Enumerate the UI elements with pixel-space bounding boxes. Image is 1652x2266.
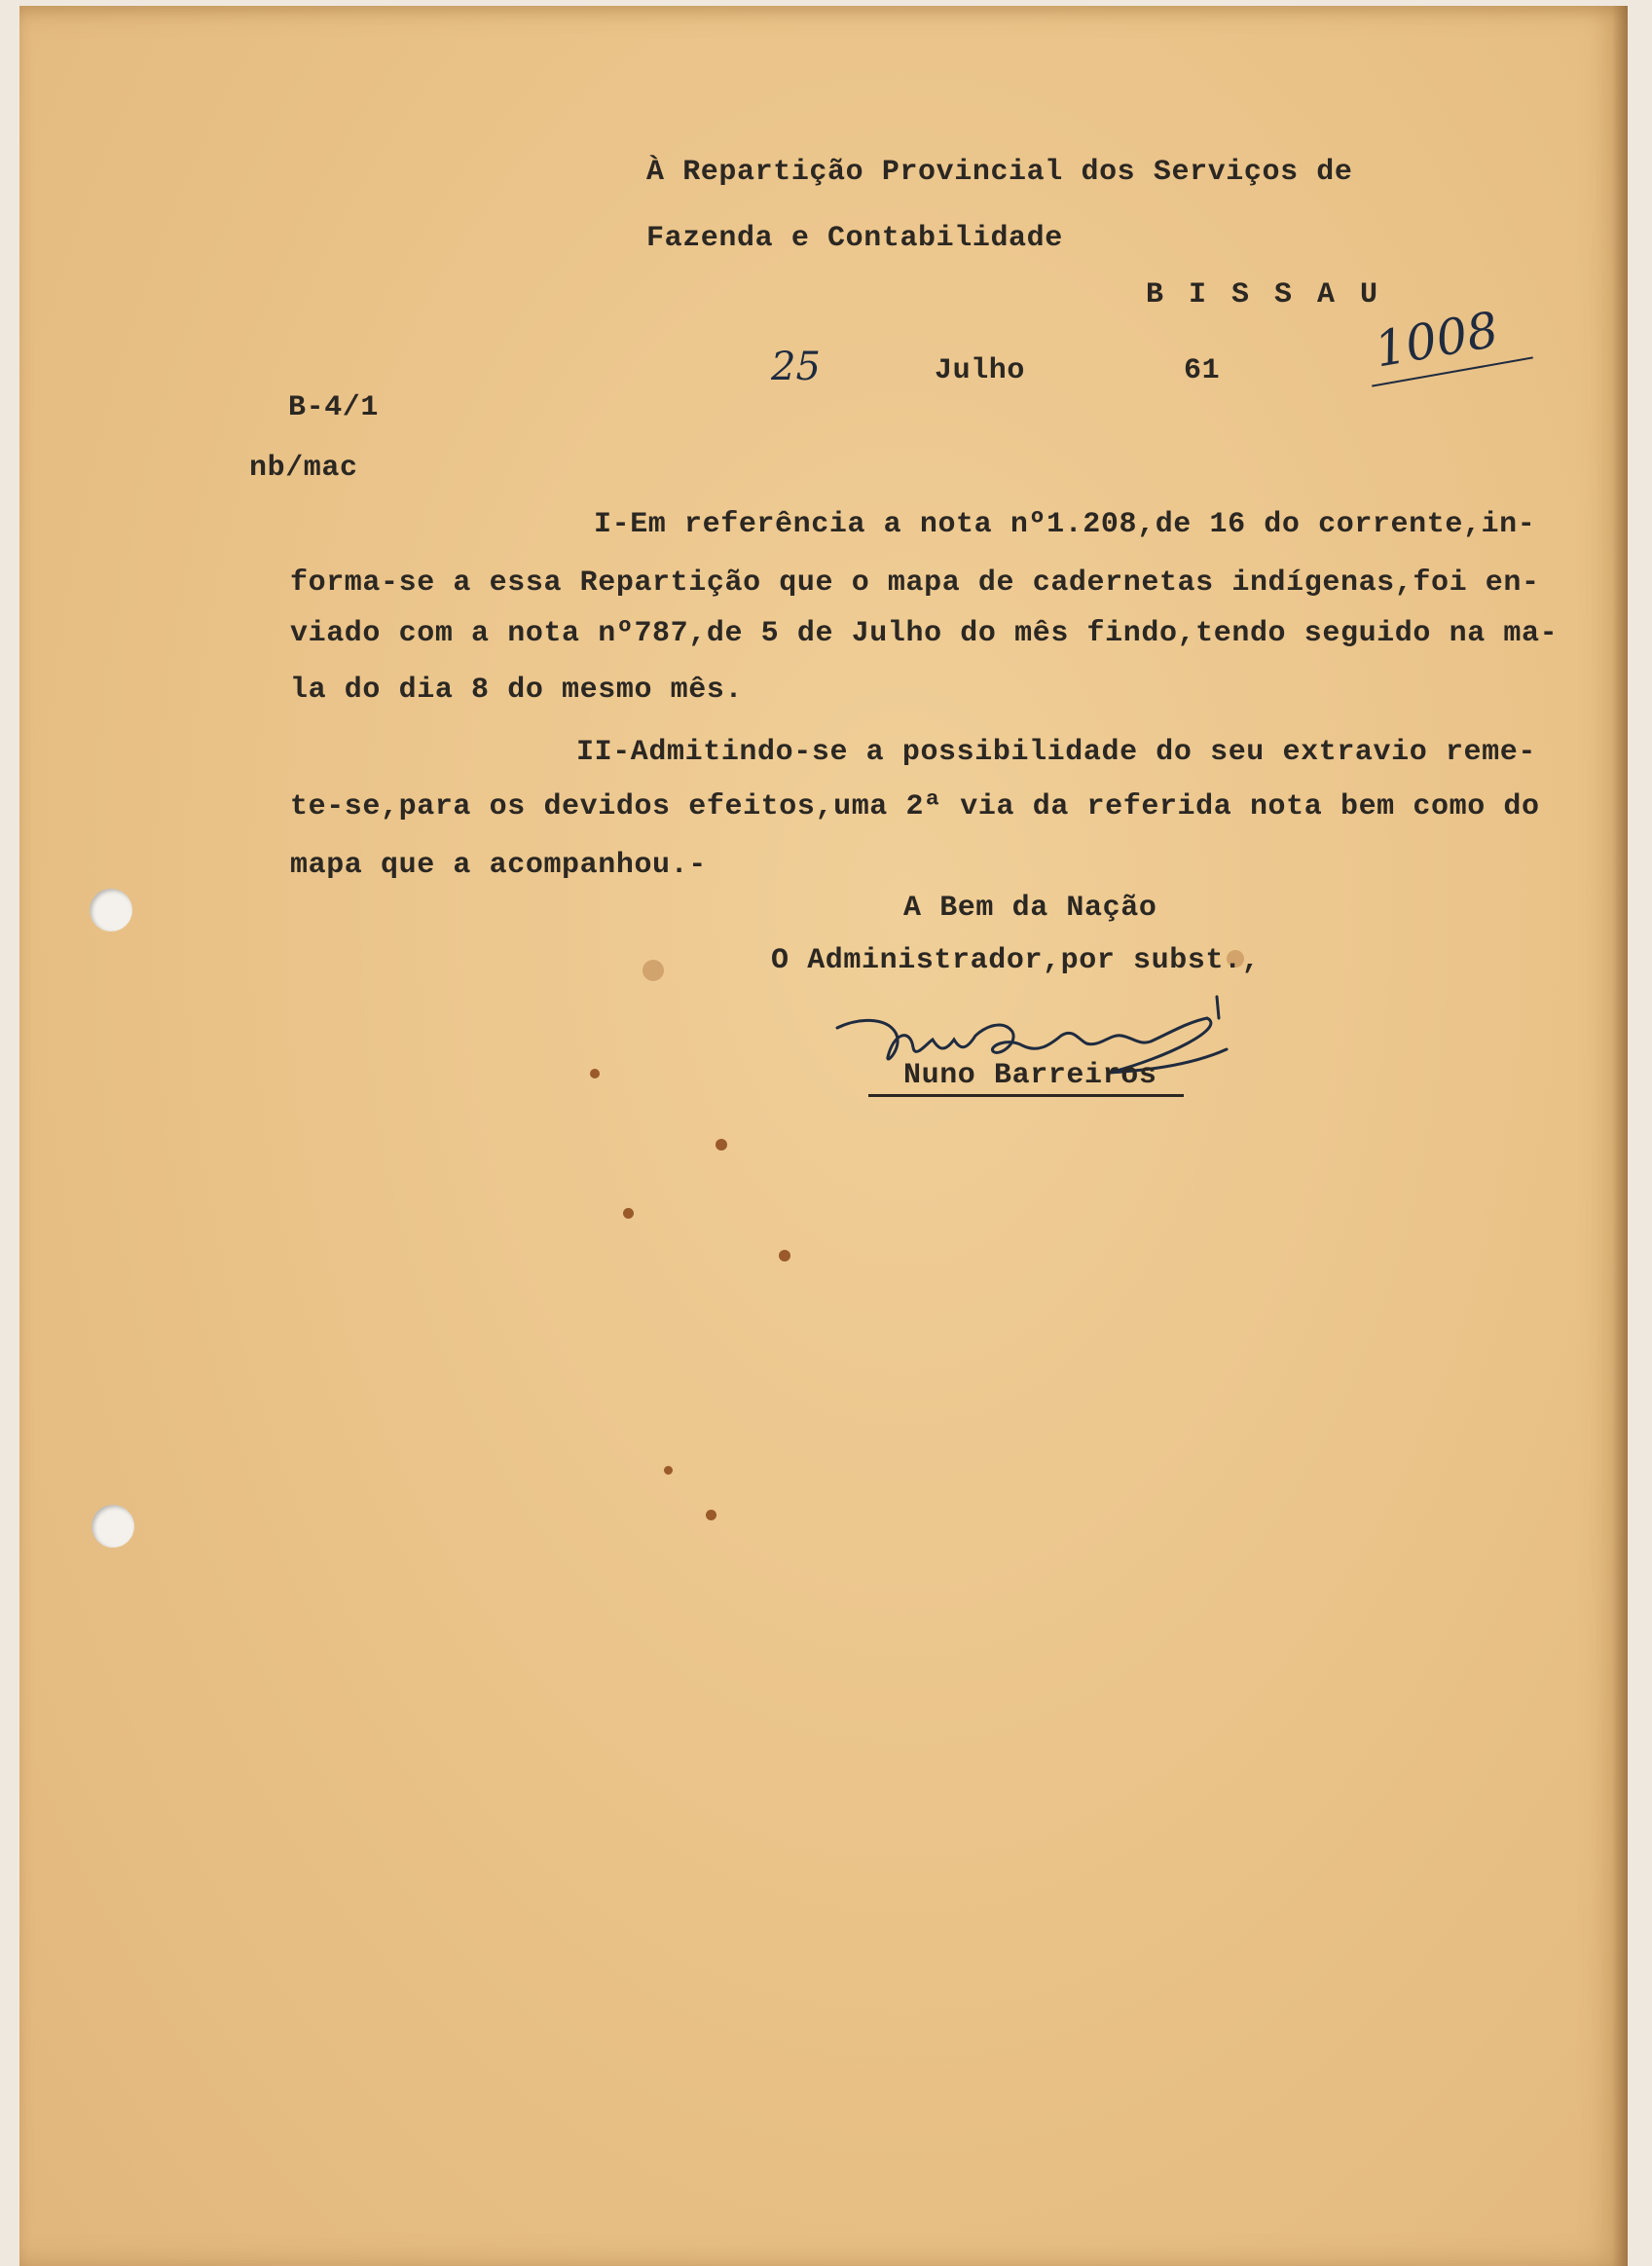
stain — [623, 1208, 634, 1219]
punch-hole-bottom — [92, 1505, 134, 1548]
stain — [642, 960, 664, 981]
body-paragraph-1-line-4: la do dia 8 do mesmo mês. — [290, 674, 744, 707]
city: B I S S A U — [1146, 278, 1382, 311]
body-paragraph-1-line-2: forma-se a essa Repartição que o mapa de cadernetas indígenas,foi en- — [290, 566, 1540, 600]
stain — [664, 1466, 673, 1475]
stain — [706, 1510, 716, 1520]
page-edge-shadow — [1612, 6, 1628, 2266]
signatory-name: Nuno Barreiros — [903, 1059, 1157, 1092]
punch-hole-top — [90, 889, 132, 932]
handwritten-number: 1008 — [1370, 301, 1503, 379]
date-year: 61 — [1184, 354, 1221, 387]
document-page — [19, 6, 1628, 2266]
signatory-title: O Administrador,por subst., — [771, 944, 1261, 977]
date-month: Julho — [935, 354, 1026, 387]
recipient-line-2: Fazenda e Contabilidade — [646, 222, 1063, 255]
body-paragraph-1-line-3: viado com a nota nº787,de 5 de Julho do mês findo,tendo seguido na ma- — [290, 617, 1559, 650]
reference-code: B-4/1 — [288, 391, 380, 424]
stain — [716, 1139, 727, 1151]
body-paragraph-1-line-1: I-Em referência a nota nº1.208,de 16 do corrente,in- — [594, 508, 1536, 541]
body-paragraph-2-line-2: te-se,para os devidos efeitos,uma 2ª via da referida nota bem como do — [290, 790, 1540, 823]
body-paragraph-2-line-1: II-Admitindo-se a possibilidade do seu extravio reme- — [576, 736, 1536, 769]
recipient-line-1: À Repartição Provincial dos Serviços de — [646, 156, 1353, 189]
signatory-underline — [868, 1094, 1184, 1097]
stain — [590, 1069, 600, 1078]
closing-salutation: A Bem da Nação — [903, 892, 1157, 925]
initials: nb/mac — [249, 452, 358, 485]
body-paragraph-2-line-3: mapa que a acompanhou.- — [290, 849, 707, 882]
date-day: 25 — [771, 345, 821, 389]
stain — [779, 1250, 790, 1261]
